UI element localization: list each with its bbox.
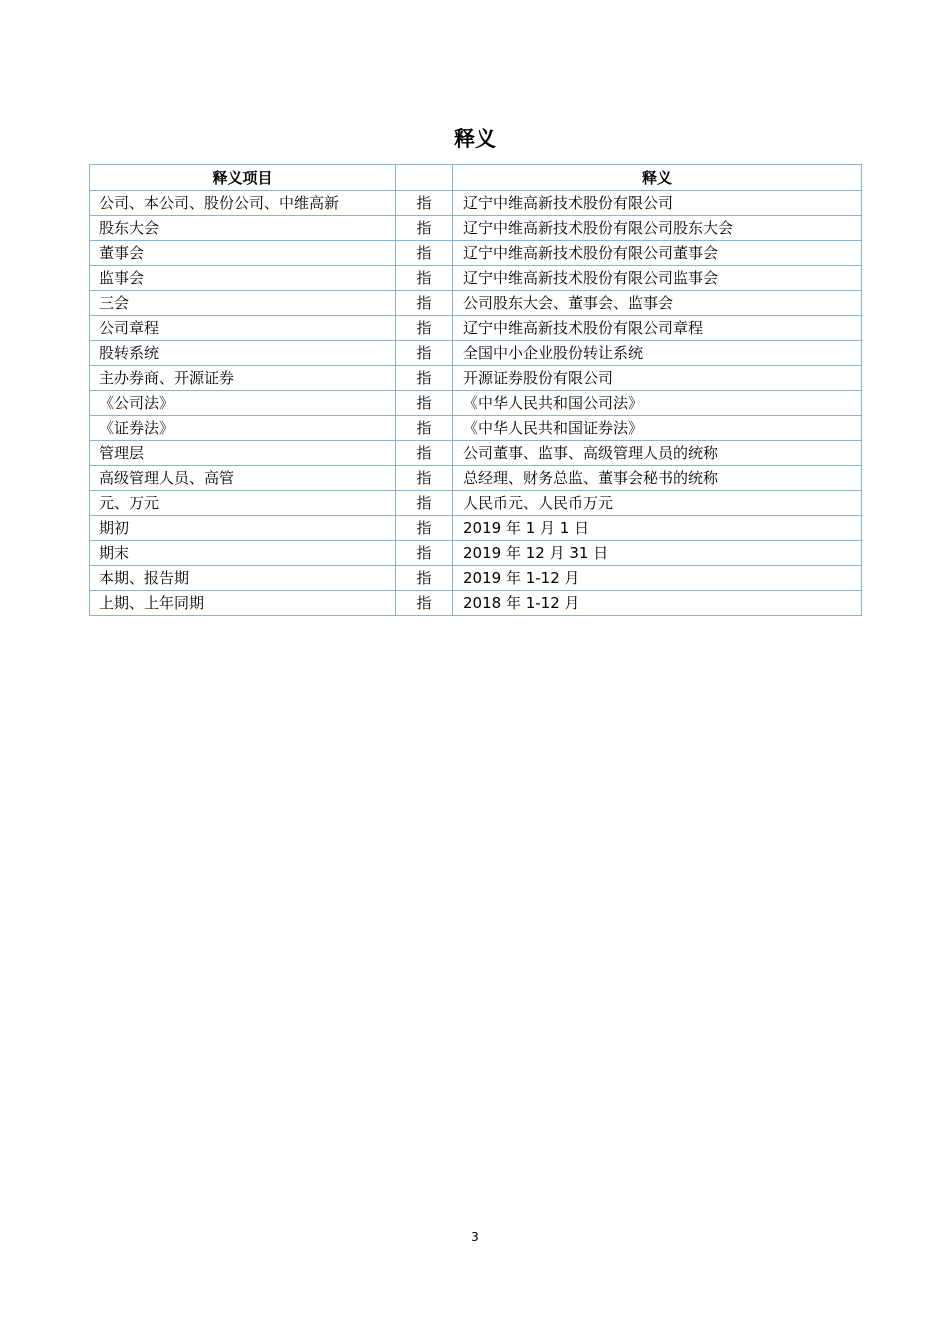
table-row: [90, 491, 862, 516]
table-row: [90, 341, 862, 366]
term-cell: 元、万元: [90, 491, 396, 516]
ref-cell: 指: [396, 366, 453, 391]
ref-cell: 指: [396, 266, 453, 291]
table-row: [90, 216, 862, 241]
ref-cell: 指: [396, 466, 453, 491]
definition-cell: 辽宁中维高新技术股份有限公司监事会: [453, 266, 862, 291]
ref-cell: 指: [396, 241, 453, 266]
table-row: [90, 191, 862, 216]
term-cell: 股转系统: [90, 341, 396, 366]
page-number: 3: [471, 1230, 479, 1244]
ref-cell: 指: [396, 341, 453, 366]
term-cell: 管理层: [90, 441, 396, 466]
definition-cell: 人民币元、人民币万元: [453, 491, 862, 516]
definitions-table: [89, 164, 862, 616]
term-cell: 上期、上年同期: [90, 591, 396, 616]
definition-cell: 全国中小企业股份转让系统: [453, 341, 862, 366]
ref-cell: 指: [396, 516, 453, 541]
term-cell: 主办券商、开源证券: [90, 366, 396, 391]
term-cell: 公司章程: [90, 316, 396, 341]
term-cell: 监事会: [90, 266, 396, 291]
table-row: [90, 291, 862, 316]
definition-cell: 总经理、财务总监、董事会秘书的统称: [453, 466, 862, 491]
term-cell: 《证券法》: [90, 416, 396, 441]
definition-cell: 2019 年 1-12 月: [453, 566, 862, 591]
ref-cell: 指: [396, 416, 453, 441]
table-row: [90, 541, 862, 566]
definition-cell: 2018 年 1-12 月: [453, 591, 862, 616]
term-cell: 董事会: [90, 241, 396, 266]
ref-cell: 指: [396, 541, 453, 566]
definition-cell: 辽宁中维高新技术股份有限公司董事会: [453, 241, 862, 266]
definition-cell: 公司股东大会、董事会、监事会: [453, 291, 862, 316]
definition-cell: 开源证券股份有限公司: [453, 366, 862, 391]
header-term: 释义项目: [90, 165, 396, 191]
term-cell: 高级管理人员、高管: [90, 466, 396, 491]
definition-cell: 辽宁中维高新技术股份有限公司章程: [453, 316, 862, 341]
term-cell: 期末: [90, 541, 396, 566]
table-row: [90, 316, 862, 341]
definition-cell: 辽宁中维高新技术股份有限公司股东大会: [453, 216, 862, 241]
term-cell: 《公司法》: [90, 391, 396, 416]
ref-cell: 指: [396, 491, 453, 516]
definition-cell: 2019 年 12 月 31 日: [453, 541, 862, 566]
ref-cell: 指: [396, 291, 453, 316]
ref-cell: 指: [396, 216, 453, 241]
definition-cell: 辽宁中维高新技术股份有限公司: [453, 191, 862, 216]
definition-cell: 公司董事、监事、高级管理人员的统称: [453, 441, 862, 466]
term-cell: 公司、本公司、股份公司、中维高新: [90, 191, 396, 216]
term-cell: 期初: [90, 516, 396, 541]
ref-cell: 指: [396, 316, 453, 341]
header-definition: 释义: [453, 165, 862, 191]
table-row: [90, 241, 862, 266]
table-row: [90, 516, 862, 541]
table-row: [90, 591, 862, 616]
definition-cell: 《中华人民共和国公司法》: [453, 391, 862, 416]
table-row: [90, 391, 862, 416]
header-ref: [396, 165, 453, 191]
table-row: [90, 416, 862, 441]
term-cell: 股东大会: [90, 216, 396, 241]
table-header-row: [90, 165, 862, 191]
ref-cell: 指: [396, 566, 453, 591]
table-row: [90, 566, 862, 591]
table-row: [90, 466, 862, 491]
table-row: [90, 441, 862, 466]
ref-cell: 指: [396, 591, 453, 616]
term-cell: 本期、报告期: [90, 566, 396, 591]
ref-cell: 指: [396, 191, 453, 216]
definition-cell: 《中华人民共和国证券法》: [453, 416, 862, 441]
term-cell: 三会: [90, 291, 396, 316]
table-row: [90, 266, 862, 291]
page-title: 释义: [454, 127, 496, 151]
ref-cell: 指: [396, 391, 453, 416]
table-row: [90, 366, 862, 391]
definition-cell: 2019 年 1 月 1 日: [453, 516, 862, 541]
ref-cell: 指: [396, 441, 453, 466]
